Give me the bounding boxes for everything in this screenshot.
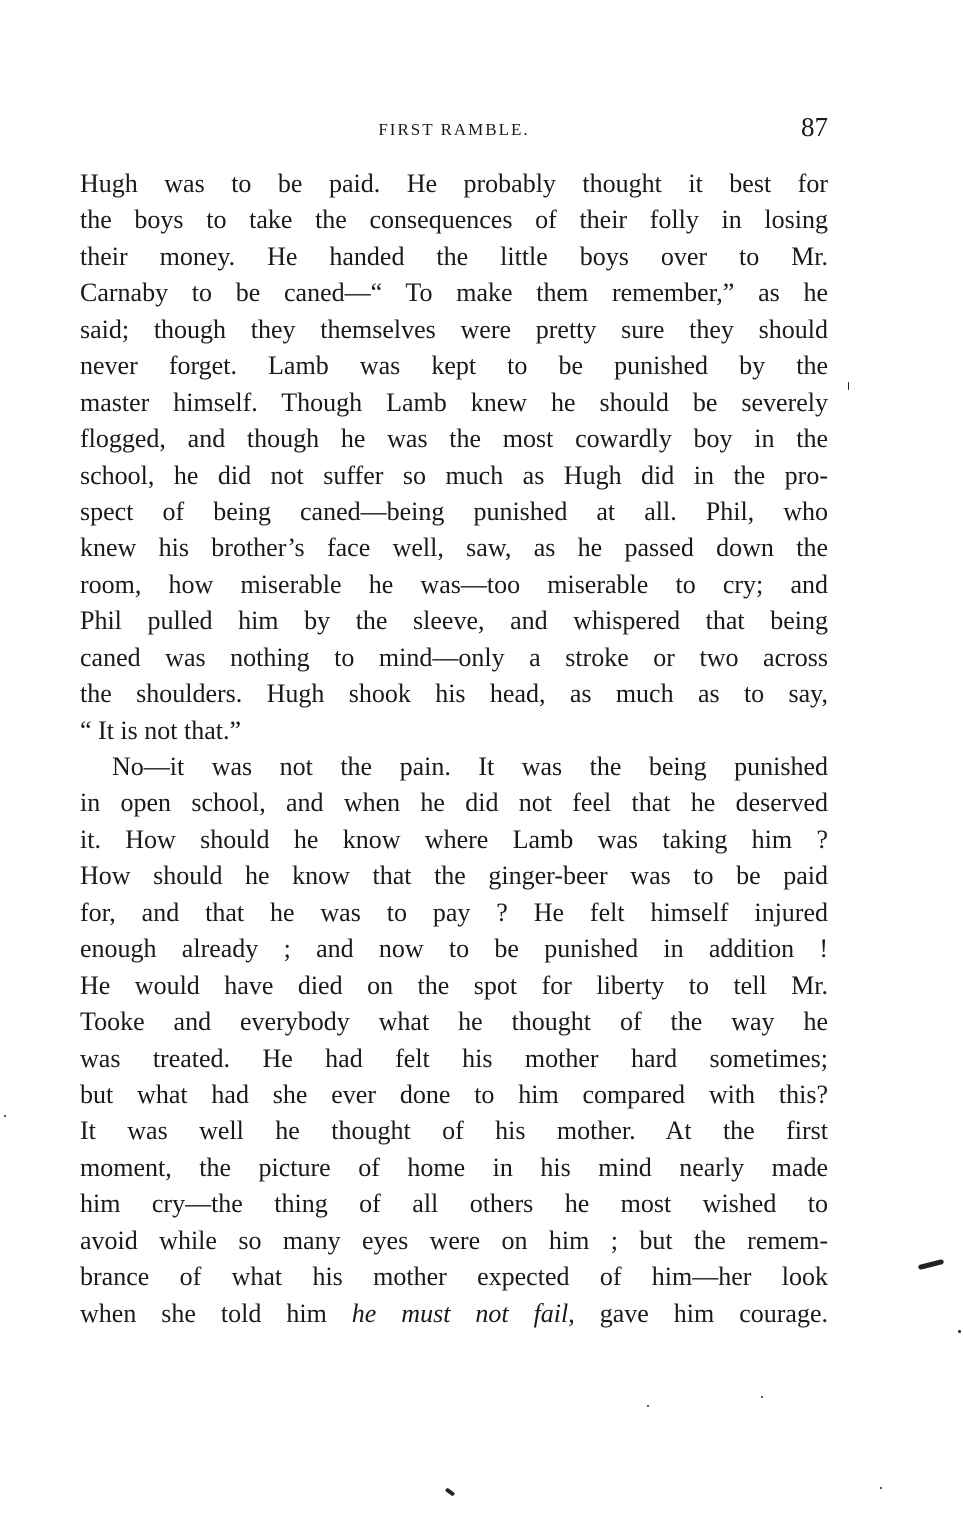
ink-speck — [958, 1330, 961, 1333]
text-line: flogged, and though he was the most cowardly boy in the — [80, 424, 828, 454]
paragraph-start-line: No—it was not the pain. It was the being punished — [112, 752, 828, 781]
text-line: moment, the picture of home in his mind nearly made — [80, 1152, 828, 1182]
text-line: spect of being caned—being punished at all. Phil, who — [80, 496, 828, 526]
text-line: brance of what his mother expected of him—her look — [80, 1262, 828, 1292]
italic-emphasis: he must not fail, — [351, 1298, 575, 1328]
text-line: their money. He handed the little boys over to Mr. — [80, 241, 828, 271]
paragraph-end-line: “ It is not that.” — [80, 715, 242, 745]
text-line: master himself. Though Lamb knew he should be severely — [80, 387, 828, 417]
text-line: Hugh was to be paid. He probably thought it best for — [80, 169, 828, 198]
ink-speck — [761, 1396, 763, 1398]
text-line: never forget. Lamb was kept to be punished by the — [80, 351, 828, 381]
text-line: was treated. He had felt his mother hard sometimes; — [80, 1043, 828, 1073]
page-number: 87 — [801, 112, 828, 142]
final-line-start: when she told him — [80, 1298, 352, 1328]
text-line: He would have died on the spot for liberty to tell Mr. — [80, 970, 828, 1000]
text-line: Carnaby to be caned—“ To make them remember,” as he — [80, 278, 828, 308]
text-line: enough already ; and now to be punished in addition ! — [80, 934, 828, 964]
text-line: room, how miserable he was—too miserable to cry; and — [80, 569, 828, 599]
ink-speck — [647, 1405, 649, 1407]
ink-speck — [4, 1115, 6, 1117]
text-line: Phil pulled him by the sleeve, and whispered that being — [80, 606, 828, 636]
margin-ink-mark — [918, 1259, 944, 1270]
text-line: the shoulders. Hugh shook his head, as much as to say, — [80, 679, 828, 709]
text-line: said; though they themselves were pretty sure they should — [80, 314, 828, 344]
text-line: in open school, and when he did not feel that he deserved — [80, 788, 828, 818]
ink-speck — [848, 382, 849, 390]
text-line: it. How should he know where Lamb was taking him ? — [80, 824, 828, 854]
text-line: How should he know that the ginger-beer was to be paid — [80, 861, 828, 891]
ink-speck — [880, 1487, 882, 1489]
text-line: avoid while so many eyes were on him ; but the remem- — [80, 1225, 828, 1255]
final-text-line — [80, 1296, 828, 1332]
text-line: him cry—the thing of all others he most wished to — [80, 1189, 828, 1219]
text-line: knew his brother’s face well, saw, as he passed down the — [80, 533, 828, 563]
text-line: caned was nothing to mind—only a stroke or two across — [80, 642, 828, 672]
final-line-end: gave him courage. — [574, 1298, 828, 1328]
text-line: Tooke and everybody what he thought of the way he — [80, 1007, 828, 1037]
text-line: the boys to take the consequences of their folly in losing — [80, 205, 828, 235]
running-title: FIRST RAMBLE. — [378, 120, 530, 139]
text-line: It was well he thought of his mother. At the first — [80, 1116, 828, 1146]
ink-speck — [445, 1487, 455, 1496]
body-text — [80, 166, 828, 1332]
text-line: school, he did not suffer so much as Hugh did in the pro- — [80, 460, 828, 490]
text-line: for, and that he was to pay ? He felt himself injured — [80, 897, 828, 927]
text-line: but what had she ever done to him compared with this? — [80, 1079, 828, 1109]
running-head — [80, 112, 828, 152]
